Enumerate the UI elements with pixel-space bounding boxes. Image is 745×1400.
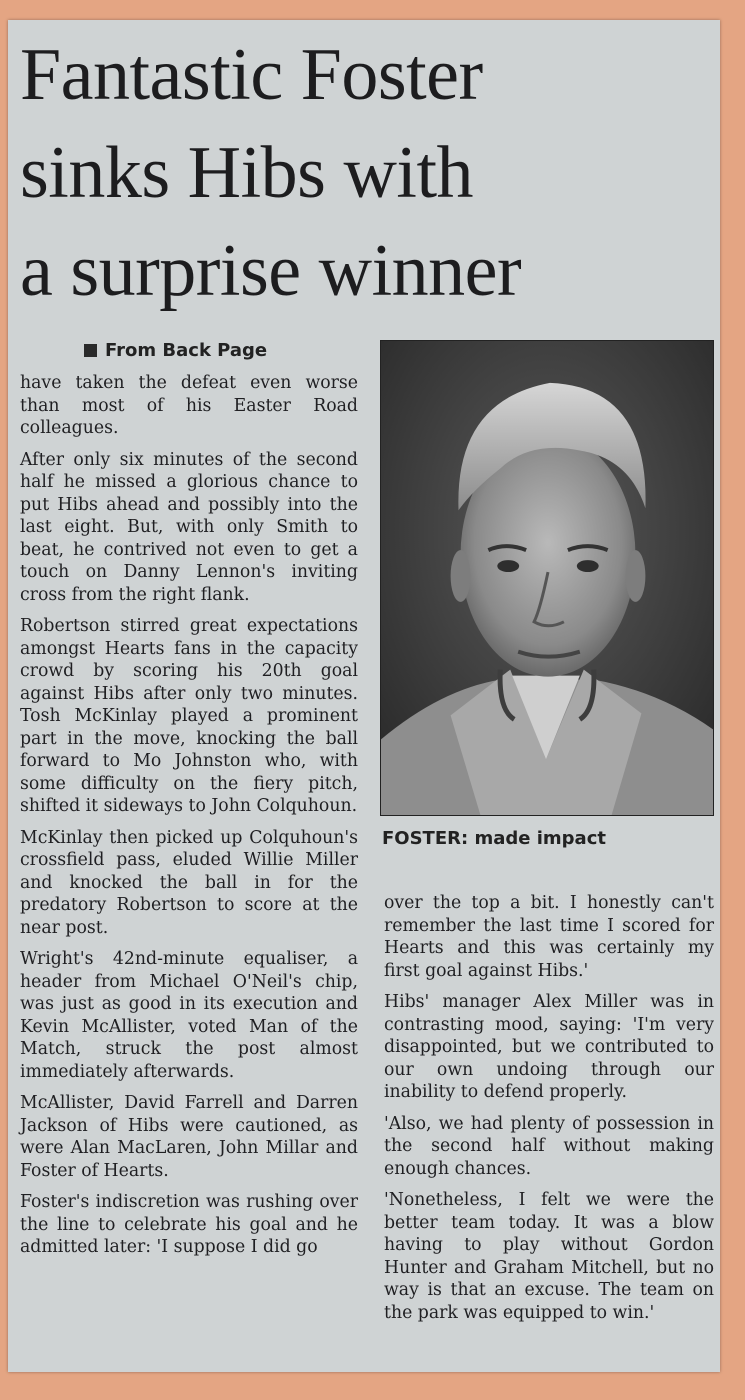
paragraph: 'Nonetheless, I felt we were the better team today. It was a blow having to play without Gordon Hunter and Graham Mitchell, but no way is that an excuse. The team on the park was equipped to win.' — [384, 1190, 714, 1323]
caption-name: FOSTER: — [382, 828, 469, 849]
square-bullet-icon — [84, 344, 97, 357]
photo-caption — [382, 828, 606, 849]
paragraph: over the top a bit. I honestly can't remember the last time I scored for Hearts and this was certainly my first goal against Hibs.' — [384, 893, 714, 981]
paragraph: have taken the defeat even worse than most of his Easter Road colleagues. — [20, 373, 358, 438]
headline-line-2: sinks Hibs with — [20, 132, 474, 214]
paragraph: After only six minutes of the second half he missed a glorious chance to put Hibs ahead and possibly into the last eight. But, with only Smith to beat, he contrived not even to get a touch on Danny Lennon's inviting cross from the right flank. — [20, 449, 358, 605]
player-photo — [380, 340, 714, 816]
caption-text: made impact — [468, 828, 606, 849]
portrait-illustration — [381, 341, 713, 815]
article-column-left — [20, 372, 358, 1268]
paragraph: 'Also, we had plenty of possession in the second half without making enough chances. — [384, 1113, 714, 1179]
headline — [20, 26, 720, 320]
headline-line-3: a surprise winner — [20, 230, 522, 312]
kicker — [84, 340, 267, 361]
paragraph: McKinlay then picked up Colquhoun's crossfield pass, eluded Willie Miller and knocked the ball in for the predatory Robertson to score at the near post. — [20, 827, 358, 938]
paragraph: McAllister, David Farrell and Darren Jackson of Hibs were cautioned, as were Alan MacLaren, John Millar and Foster of Hearts. — [20, 1093, 358, 1181]
headline-line-1: Fantastic Foster — [20, 34, 483, 116]
paragraph: Foster's indiscretion was rushing over the line to celebrate his goal and he admitted later: 'I suppose I did go — [20, 1192, 358, 1257]
kicker-text: From Back Page — [105, 340, 268, 361]
article-column-right — [384, 892, 714, 1333]
paragraph: Robertson stirred great expectations amongst Hearts fans in the capacity crowd by scoring his 20th goal against Hibs after only two minutes. Tosh McKinlay played a prominent part in the move, knocking the ball forward to Mo Johnston who, with some difficulty on the fiery pitch, shifted it sideways to John Colquhoun. — [20, 616, 358, 816]
paragraph: Wright's 42nd-minute equaliser, a header from Michael O'Neil's chip, was just as good in its execution and Kevin McAllister, voted Man of the Match, struck the post almost immediately afterwards. — [20, 949, 358, 1082]
paragraph: Hibs' manager Alex Miller was in contrasting mood, saying: 'I'm very disappointed, but we contributed to our own undoing through our inability to defend properly. — [384, 992, 714, 1102]
newspaper-clipping — [8, 20, 720, 1372]
